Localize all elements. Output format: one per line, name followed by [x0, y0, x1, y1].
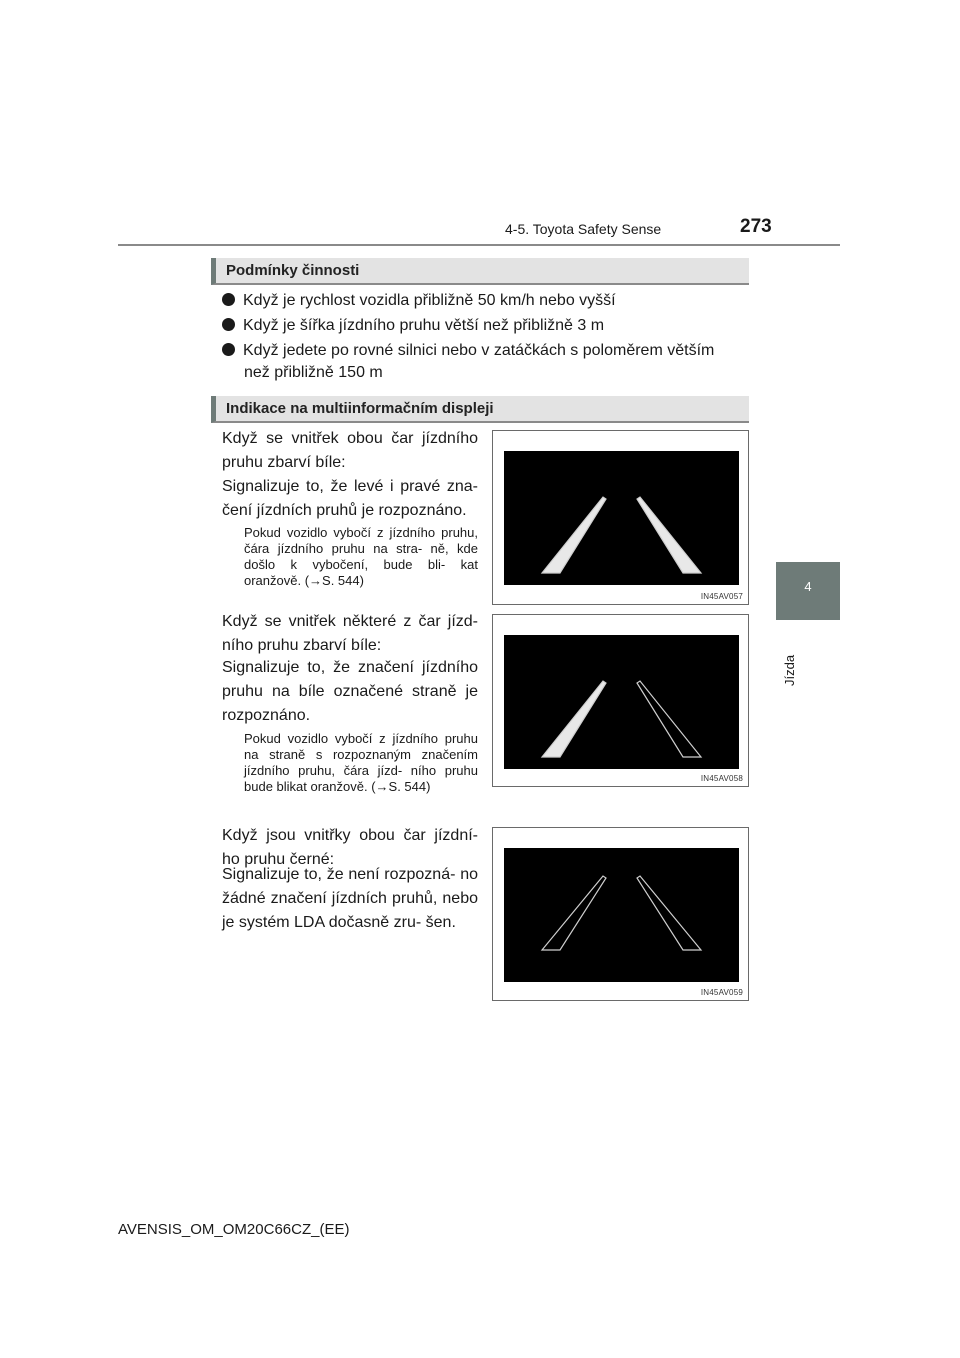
display-meaning-1: Signalizuje to, že levé i pravé zna- čení jízdních pruhů je rozpoznáno. — [222, 478, 478, 519]
chapter-tab: 4 — [776, 562, 840, 620]
bullet-dot-icon — [222, 343, 235, 356]
section-heading-display: Indikace na multiinformačním displeji — [211, 396, 749, 423]
section-heading-conditions: Podmínky činnosti — [211, 258, 749, 285]
page-number: 273 — [740, 216, 772, 237]
figure-no-lanes-detected — [492, 827, 749, 1001]
bullet-text-3-continued: než přibližně 150 m — [244, 364, 383, 381]
header-section-title: 4-5. Toyota Safety Sense — [505, 221, 662, 237]
figure-code: IN45AV058 — [700, 774, 743, 783]
figure-one-lane-detected — [492, 614, 749, 787]
lane-display-graphic — [504, 635, 739, 769]
left-lane-line — [542, 681, 606, 757]
display-condition-2: Když se vnitřek některé z čar jízd- ního pruhu zbarví bíle: — [222, 613, 478, 654]
right-lane-line — [637, 876, 701, 950]
display-note-1: Pokud vozidlo vybočí z jízdního pruhu, čára jízdního pruhu na stra- ně, kde došlo k vybočení, bude bli- kat oranžově. (→S. 544) — [244, 525, 478, 588]
multi-info-display — [504, 848, 739, 982]
multi-info-display — [504, 451, 739, 585]
display-note-2: Pokud vozidlo vybočí z jízdního pruhu na straně s rozpoznaným značením jízdního pruhu, čára jízd- ního pruhu bude blikat oranžově. (→S. 544) — [244, 731, 478, 794]
lane-display-graphic — [504, 451, 739, 585]
multi-info-display — [504, 635, 739, 769]
bullet-dot-icon — [222, 318, 235, 331]
bullet-text-2: Když je šířka jízdního pruhu větší než přibližně 3 m — [243, 317, 605, 334]
bullet-item-1 — [222, 290, 616, 312]
bullet-dot-icon — [222, 293, 235, 306]
bullet-text-3: Když jedete po rovné silnici nebo v zatáčkách s poloměrem větším — [243, 342, 715, 359]
left-lane-line — [542, 876, 606, 950]
lane-display-graphic — [504, 848, 739, 982]
figure-code: IN45AV059 — [700, 988, 743, 997]
left-lane-line — [542, 497, 606, 573]
display-meaning-2: Signalizuje to, že značení jízdního pruhu na bíle označené straně je rozpoznáno. — [222, 659, 478, 724]
bullet-item-3 — [222, 340, 714, 362]
figure-both-lanes-detected — [492, 430, 749, 605]
figure-code: IN45AV057 — [700, 592, 743, 601]
document-id: AVENSIS_OM_OM20C66CZ_(EE) — [118, 1221, 350, 1238]
display-meaning-3: Signalizuje to, že není rozpozná- no žádné značení jízdních pruhů, nebo je systém LDA dočasně zru- šen. — [222, 866, 478, 931]
right-lane-line — [637, 681, 701, 757]
header-rule — [118, 244, 840, 246]
chapter-label: Jízda — [782, 654, 797, 686]
display-condition-3: Když jsou vnitřky obou čar jízdní- ho pruhu černé: — [222, 827, 478, 868]
bullet-item-2 — [222, 315, 604, 337]
right-lane-line — [637, 497, 701, 573]
display-condition-1: Když se vnitřek obou čar jízdního pruhu zbarví bíle: — [222, 430, 478, 471]
bullet-text-1: Když je rychlost vozidla přibližně 50 km/h nebo vyšší — [243, 292, 616, 309]
